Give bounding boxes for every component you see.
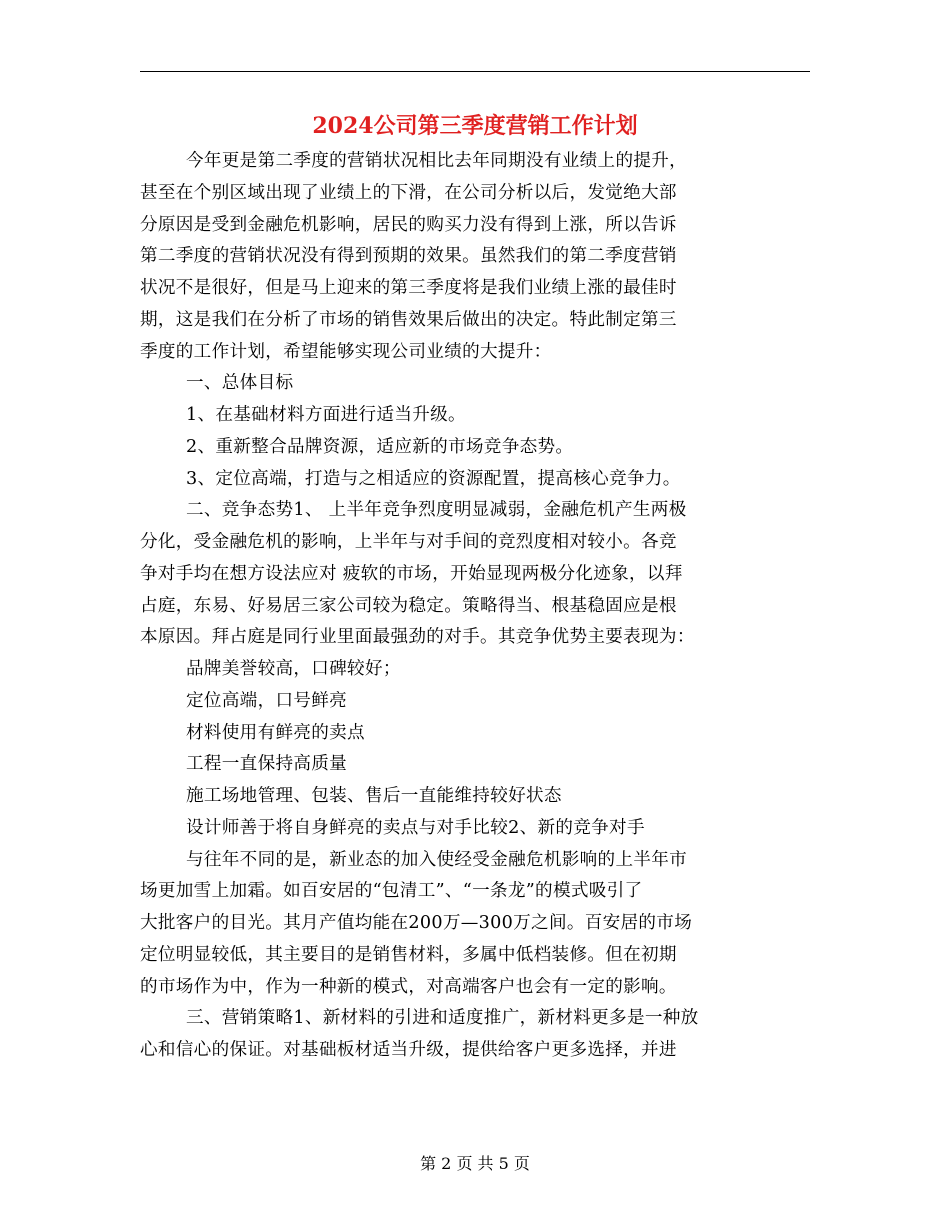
body-line: 场更加雪上加霜。如百安居的“包清工”、“一条龙”的模式吸引了	[140, 881, 643, 902]
body-line: 第二季度的营销状况没有得到预期的效果。虽然我们的第二季度营销	[140, 246, 677, 267]
page-number: 第 2 页 共 5 页	[420, 1154, 530, 1173]
body-line: 季度的工作计划，希望能够实现公司业绩的大提升：	[140, 341, 552, 362]
body-line: 大批客户的目光。其月产值均能在200万—300万之间。百安居的市场	[140, 913, 693, 933]
body-line: 甚至在个别区域出现了业绩上的下滑，在公司分析以后，发觉绝大部	[140, 182, 677, 203]
body-line: 今年更是第二季度的营销状况相比去年同期没有业绩上的提升，	[186, 151, 688, 171]
body-line: 本原因。拜占庭是同行业里面最强劲的对手。其竞争优势主要表现为：	[140, 627, 695, 648]
list-item: 品牌美誉较高，口碑较好；	[186, 659, 401, 679]
document-title: 2024公司第三季度营销工作计划	[312, 113, 638, 139]
list-item: 定位高端，口号鲜亮	[186, 690, 348, 711]
list-item: 设计师善于将自身鲜亮的卖点与对手比较2、新的竞争对手	[186, 817, 645, 838]
document-body	[140, 146, 805, 1067]
list-item: 工程一直保持高质量	[186, 754, 348, 775]
body-line: 占庭，东易、好易居三家公司较为稳定。策略得当、根基稳固应是根	[140, 595, 677, 616]
body-line: 分原因是受到金融危机影响，居民的购买力没有得到上涨，所以告诉	[140, 214, 677, 235]
header-rule	[140, 71, 810, 72]
list-item: 2、重新整合品牌资源，适应新的市场竞争态势。	[186, 436, 574, 457]
list-item: 1、在基础材料方面进行适当升级。	[186, 405, 466, 425]
body-line: 期，这是我们在分析了市场的销售效果后做出的决定。特此制定第三	[140, 309, 677, 330]
body-line: 心和信心的保证。对基础板材适当升级，提供给客户更多选择，并进	[140, 1040, 677, 1060]
body-line: 与往年不同的是，新业态的加入使经受金融危机影响的上半年市	[186, 849, 688, 870]
list-item: 施工场地管理、包装、售后一直能维持较好状态	[186, 786, 562, 806]
body-line: 的市场作为中，作为一种新的模式，对高端客户也会有一定的影响。	[140, 976, 677, 997]
section-heading: 三、营销策略1、新材料的引进和适度推广，新材料更多是一种放	[186, 1008, 699, 1029]
body-line: 状况不是很好，但是马上迎来的第三季度将是我们业绩上涨的最佳时	[140, 278, 677, 298]
list-item: 材料使用有鲜亮的卖点	[186, 722, 365, 743]
section-heading: 一、总体目标	[186, 373, 294, 394]
body-line: 定位明显较低，其主要目的是销售材料，多属中低档装修。但在初期	[140, 944, 677, 965]
list-item: 3、定位高端，打造与之相适应的资源配置，提高核心竞争力。	[186, 468, 681, 489]
body-line: 争对手均在想方设法应对 疲软的市场，开始显现两极分化迹象，以拜	[140, 563, 683, 584]
body-line: 分化，受金融危机的影响，上半年与对手间的竞烈度相对较小。各竞	[140, 532, 677, 552]
section-heading: 二、竞争态势1、 上半年竞争烈度明显减弱，金融危机产生两极	[186, 500, 687, 521]
